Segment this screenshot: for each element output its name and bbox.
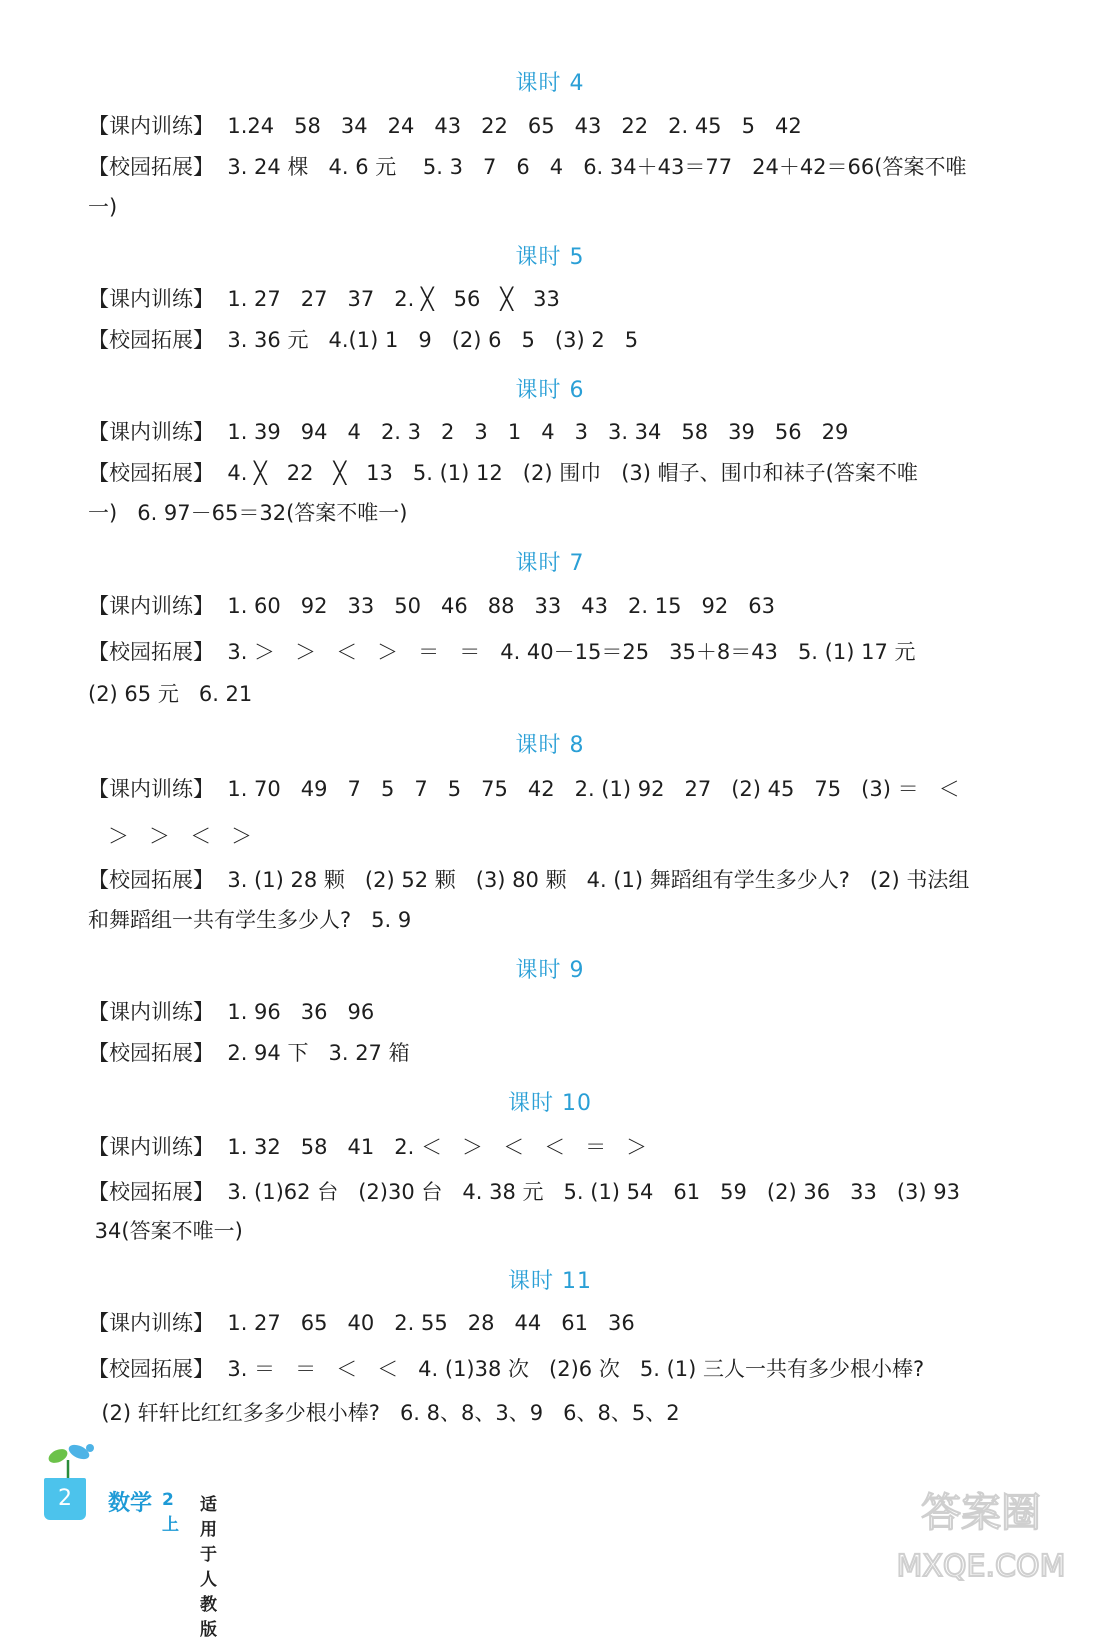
answer-line: 【课内训练】 1. 27 65 40 2. 55 28 44 61 36 [88, 1311, 635, 1335]
answer-line: 【校园拓展】 3. ＞ ＞ ＜ ＞ ＝ ＝ 4. 40－15＝25 35＋8＝43 5. (1) 17 元 [88, 640, 916, 664]
answer-line: (2) 轩轩比红红多多少根小棒? 6. 8、8、3、9 6、8、5、2 [88, 1401, 680, 1425]
section-title: 课时 5 [515, 245, 585, 270]
answer-line: 【课内训练】 1. 39 94 4 2. 3 2 3 1 4 3 3. 34 58 39 56 29 [88, 420, 849, 444]
answer-line: 【校园拓展】 2. 94 下 3. 27 箱 [88, 1041, 410, 1065]
answer-line: 【校园拓展】 3. (1) 28 颗 (2) 52 颗 (3) 80 颗 4. (1) 舞蹈组有学生多少人? (2) 书法组 [88, 868, 970, 892]
page-number: 2 [44, 1478, 86, 1520]
answer-line: 【校园拓展】 3. 36 元 4.(1) 1 9 (2) 6 5 (3) 2 5 [88, 328, 639, 352]
edition-label: 适用于人教版 [200, 1495, 217, 1640]
answer-line: 34(答案不唯一) [88, 1219, 243, 1243]
answer-line: (2) 65 元 6. 21 [88, 682, 253, 706]
answer-line: 【校园拓展】 3. ＝ ＝ ＜ ＜ 4. (1)38 次 (2)6 次 5. (1) 三人一共有多少根小棒? [88, 1357, 925, 1381]
svg-text:MXQE.COM: MXQE.COM [896, 1549, 1066, 1584]
answer-line: 一) 6. 97－65＝32(答案不唯一) [88, 501, 408, 525]
section-title: 课时 8 [515, 733, 585, 758]
answer-line: 【校园拓展】 4. ╳ 22 ╳ 13 5. (1) 12 (2) 围巾 (3) 帽子、围巾和袜子(答案不唯 [88, 461, 918, 485]
answer-line: 【课内训练】 1. 70 49 7 5 7 5 75 42 2. (1) 92 27 (2) 45 75 (3) ＝ ＜ [88, 777, 960, 801]
section-title: 课时 10 [508, 1091, 592, 1116]
section-title: 课时 6 [515, 378, 585, 403]
answer-line: 【课内训练】 1. 32 58 41 2. ＜ ＞ ＜ ＜ ＝ ＞ [88, 1135, 648, 1159]
answer-line: 一) [88, 195, 118, 219]
answer-line: 【课内训练】 1. 96 36 96 [88, 1000, 375, 1024]
section-title: 课时 4 [515, 71, 585, 96]
sprout-icon [46, 1442, 96, 1482]
watermark-logo [896, 1478, 1066, 1588]
answer-line: 【课内训练】 1. 27 27 37 2. ╳ 56 ╳ 33 [88, 287, 560, 311]
answer-line: 【校园拓展】 3. (1)62 台 (2)30 台 4. 38 元 5. (1) 54 61 59 (2) 36 33 (3) 93 [88, 1180, 960, 1204]
answer-line: ＞ ＞ ＜ ＞ [88, 824, 253, 848]
grade-label: 2上 [162, 1490, 179, 1535]
section-title: 课时 11 [508, 1269, 592, 1294]
answer-line: 【校园拓展】 3. 24 棵 4. 6 元 5. 3 7 6 4 6. 34＋43＝77 24＋42＝66(答案不唯 [88, 155, 967, 179]
section-title: 课时 7 [515, 551, 585, 576]
svg-text:答案圈: 答案圈 [921, 1490, 1041, 1536]
answer-line: 【课内训练】 1.24 58 34 24 43 22 65 43 22 2. 45 5 42 [88, 114, 802, 138]
answer-line: 【课内训练】 1. 60 92 33 50 46 88 33 43 2. 15 92 63 [88, 594, 775, 618]
section-title: 课时 9 [515, 958, 585, 983]
answer-line: 和舞蹈组一共有学生多少人? 5. 9 [88, 908, 412, 932]
subject-label: 数学 [108, 1491, 153, 1516]
